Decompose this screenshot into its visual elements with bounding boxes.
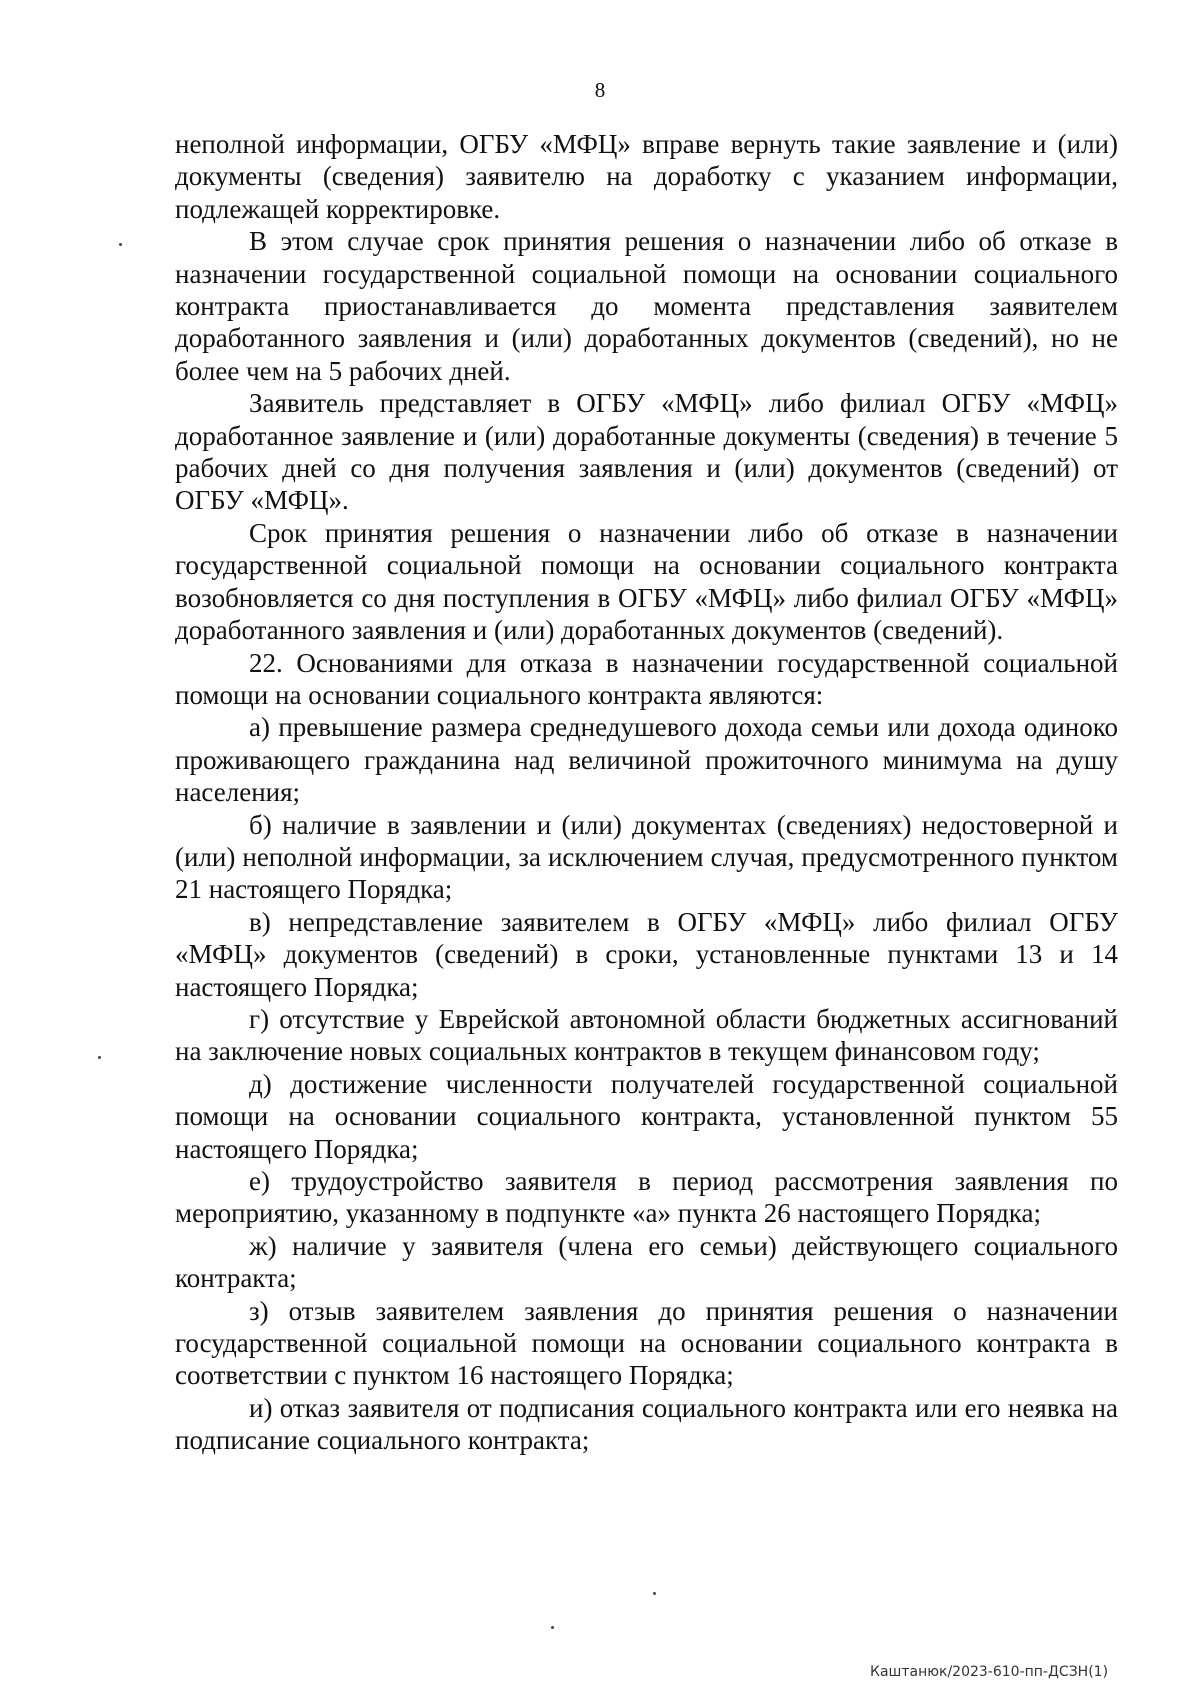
subitem-v: в) непредставление заявителем в ОГБУ «МФЦ» либо филиал ОГБУ «МФЦ» документов (сведений) в сроки, установленные пунктами 13 и 14 настоящего Порядка; xyxy=(175,906,1118,1002)
paragraph-resubmission: Заявитель представляет в ОГБУ «МФЦ» либо филиал ОГБУ «МФЦ» доработанное заявление и (или) доработанные документы (сведения) в течение 5 рабочих дней со дня получения заявления и (или) документов (сведений) от ОГБУ «МФЦ». xyxy=(175,388,1118,516)
subitem-g: г) отсутствие у Еврейской автономной области бюджетных ассигнований на заключение новых социальных контрактов в текущем финансовом году; xyxy=(175,1003,1118,1067)
document-body xyxy=(175,128,1118,1457)
scan-speck xyxy=(119,243,122,246)
paragraph-item-22: 22. Основаниями для отказа в назначении государственной социальной помощи на основании социального контракта являются: xyxy=(175,647,1118,710)
subitem-b: б) наличие в заявлении и (или) документах (сведениях) недостоверной и (или) неполной информации, за исключением случая, предусмотренного пунктом 21 настоящего Порядка; xyxy=(175,809,1118,905)
page-number: 8 xyxy=(594,78,606,102)
scan-speck xyxy=(653,1592,656,1595)
subitem-a: а) превышение размера среднедушевого дохода семьи или дохода одиноко проживающего гражданина над величиной прожиточного минимума на душу населения; xyxy=(175,712,1118,808)
subitem-zh: ж) наличие у заявителя (члена его семьи) действующего социального контракта; xyxy=(175,1230,1118,1294)
subitem-z: з) отзыв заявителем заявления до принятия решения о назначении государственной социальной помощи на основании социального контракта в соответствии с пунктом 16 настоящего Порядка; xyxy=(175,1295,1118,1391)
paragraph-continuation: неполной информации, ОГБУ «МФЦ» вправе вернуть такие заявление и (или) документы (сведения) заявителю на доработку с указанием информации, подлежащей корректировке. xyxy=(175,129,1118,224)
document-code: Каштанюк/2023-610-пп-ДСЗН(1) xyxy=(870,1664,1109,1680)
paragraph-resumption: Срок принятия решения о назначении либо об отказе в назначении государственной социальной помощи на основании социального контракта возобновляется со дня поступления в ОГБУ «МФЦ» либо филиал ОГБУ «МФЦ» доработанного заявления и (или) доработанных документов (сведений). xyxy=(175,517,1118,646)
subitem-e: е) трудоустройство заявителя в период рассмотрения заявления по мероприятию, указанному в подпункте «а» пункта 26 настоящего Порядка; xyxy=(175,1166,1118,1229)
scan-speck xyxy=(551,1626,554,1629)
paragraph-suspension: В этом случае срок принятия решения о назначении либо об отказе в назначении государственной социальной помощи на основании социального контракта приостанавливается до момента представления заявителем доработанного заявления и (или) доработанных документов (сведений), но не более чем на 5 рабочих дней. xyxy=(175,226,1118,386)
subitem-i: и) отказ заявителя от подписания социального контракта или его неявка на подписание социального контракта; xyxy=(175,1392,1118,1456)
scan-speck xyxy=(98,1056,101,1059)
subitem-d: д) достижение численности получателей государственной социальной помощи на основании социального контракта, установленной пунктом 55 настоящего Порядка; xyxy=(175,1068,1118,1164)
